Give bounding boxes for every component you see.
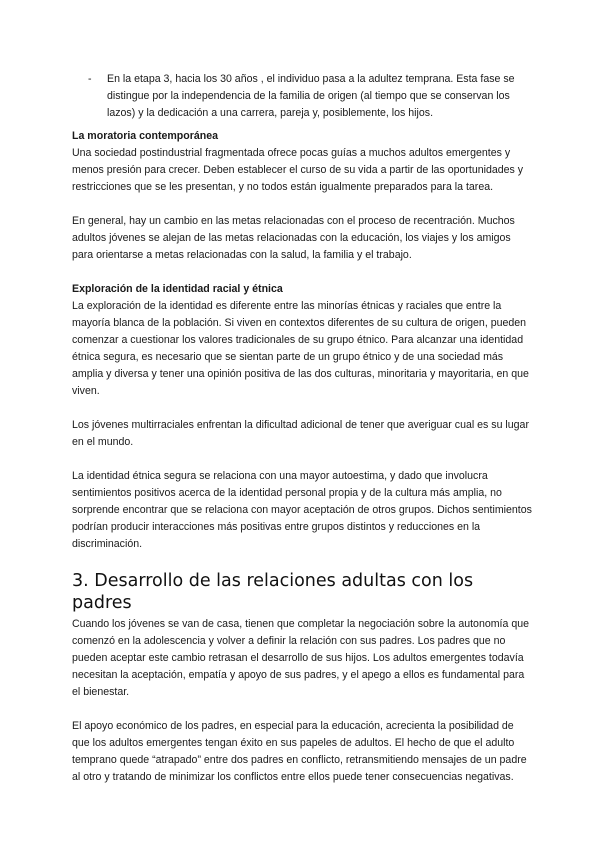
- exploracion-paragraph-2: Los jóvenes multirraciales enfrentan la dificultad adicional de tener que averiguar cual es su lugar en el mundo.: [72, 419, 529, 448]
- section-3-paragraph-2: El apoyo económico de los padres, en especial para la educación, acrecienta la posibilidad de que los adultos emergentes tengan éxito en sus papeles de adultos. El hecho de que el adulto temprano quede “atrapado” entre dos padres en conflicto, retransmitiendo mensajes de un padre al otro y tratando de minimizar los conflictos entre ellos puede tener consecuencias negativas.: [72, 720, 527, 783]
- moratoria-heading: La moratoria contemporánea: [72, 130, 218, 142]
- bullet-text: En la etapa 3, hacia los 30 años , el individuo pasa a la adultez temprana. Esta fase se distingue por la independencia de la familia de origen (al tiempo que se conservan los lazos) y la dedicación a una carrera, pareja y, posiblemente, los hijos.: [107, 73, 515, 119]
- bullet-item: [88, 71, 528, 122]
- document-body: [72, 128, 532, 803]
- exploracion-paragraph-3: La identidad étnica segura se relaciona con una mayor autoestima, y dado que involucra sentimientos positivos acerca de la identidad personal propia y de la cultura más amplia, no sorprende encontrar que se relaciona con mayor aceptación de otros grupos. Dichos sentimientos podrían producir interacciones más positivas entre grupos distintos y reducciones en la discriminación.: [72, 470, 532, 550]
- section-3-paragraph-1: Cuando los jóvenes se van de casa, tienen que completar la negociación sobre la autonomía que comenzó en la adolescencia y volver a definir la relación con sus padres. Los padres que no pueden aceptar este cambio retrasan el desarrollo de sus hijos. Los adultos emergentes todavía necesitan la aceptación, empatía y apoyo de sus padres, y el apego a ellos es fundamental para el bienestar.: [72, 618, 530, 698]
- exploracion-heading: Exploración de la identidad racial y étnica: [72, 283, 283, 295]
- moratoria-paragraph-1: Una sociedad postindustrial fragmentada ofrece pocas guías a muchos adultos emergentes y menos presión para crecer. Deben establecer el curso de su vida a partir de las oportunidades y restricciones que se les presentan, y no todos están igualmente preparados para la tarea.: [72, 147, 524, 193]
- moratoria-paragraph-2: En general, hay un cambio en las metas relacionadas con el proceso de recentración. Muchos adultos jóvenes se alejan de las metas relacionadas con la educación, los viajes y los amigos para orientarse a metas relacionadas con la salud, la familia y el trabajo.: [72, 215, 515, 261]
- section-3-heading: 3. Desarrollo de las relaciones adultas con los padres: [72, 571, 474, 613]
- bullet-marker: -: [88, 73, 92, 85]
- exploracion-paragraph-1: La exploración de la identidad es diferente entre las minorías étnicas y raciales que entre la mayoría blanca de la población. Si viven en contextos diferentes de su cultura de origen, pueden comenzar a cuestionar los valores tradicionales de su grupo étnico. Para alcanzar una identidad étnica segura, es necesario que se sientan parte de un grupo étnico y de una sociedad más amplia y diversa y tener una opinión positiva de las dos culturas, minoritaria y mayoritaria, en que viven.: [72, 300, 529, 397]
